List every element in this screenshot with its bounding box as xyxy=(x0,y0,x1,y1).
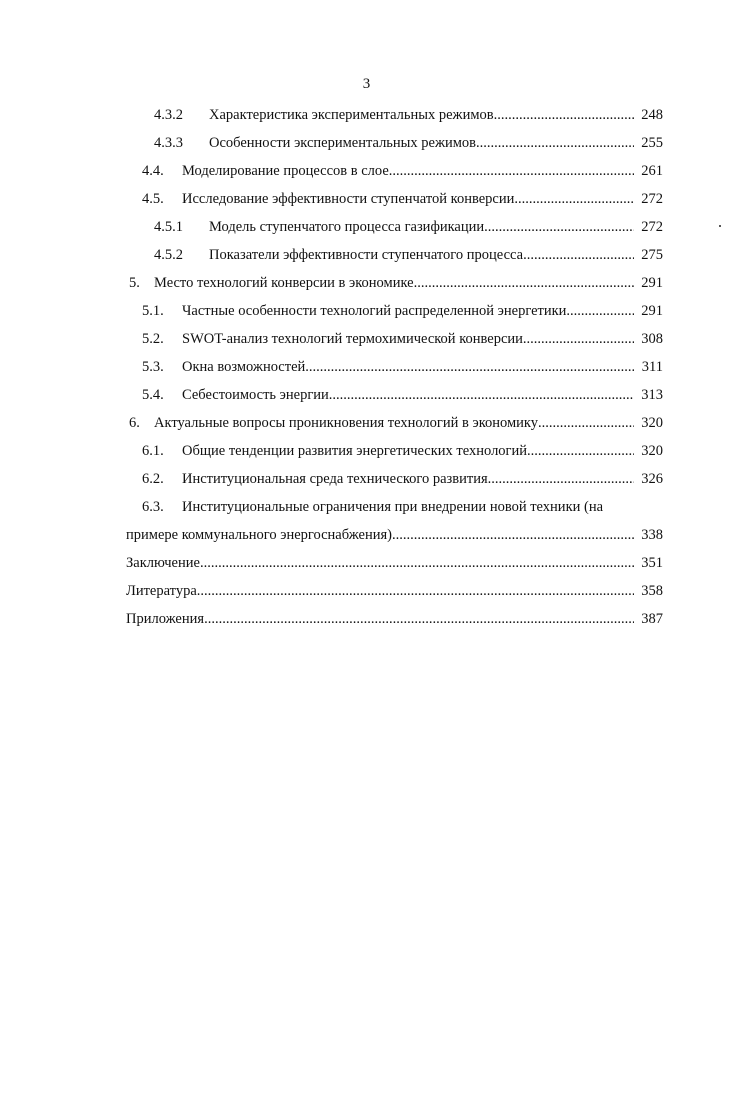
toc-entry-6-3 xyxy=(0,493,733,521)
toc-entry-number: 6. xyxy=(129,415,140,431)
toc-entry-number: 6.2. xyxy=(142,471,164,487)
toc-entry-page: 308 xyxy=(641,331,663,347)
dot-leader xyxy=(514,185,634,213)
toc-entry-title: Литература xyxy=(126,583,197,599)
toc-entry-4-5 xyxy=(0,185,733,213)
scan-speck xyxy=(719,225,721,227)
toc-entry-page: 275 xyxy=(641,247,663,263)
toc-entry-page: 320 xyxy=(641,415,663,431)
dot-leader xyxy=(204,605,634,633)
toc-entry-page: 338 xyxy=(641,527,663,543)
toc-entry-page: 248 xyxy=(641,107,663,123)
toc-entry-4-5-2 xyxy=(0,241,733,269)
dot-leader xyxy=(523,241,634,269)
toc-entry-page: 358 xyxy=(641,583,663,599)
dot-leader xyxy=(197,577,634,605)
toc-entry-title-line1: Институциональные ограничения при внедрении новой техники (на xyxy=(182,499,604,515)
toc-entry-page: 272 xyxy=(641,219,663,235)
toc-entry-4-4 xyxy=(0,157,733,185)
toc-entry-number: 5.4. xyxy=(142,387,164,403)
toc-entry-number: 5.1. xyxy=(142,303,164,319)
dot-leader xyxy=(392,521,634,549)
dot-leader xyxy=(527,437,634,465)
toc-entry-page: 261 xyxy=(641,163,663,179)
dot-leader xyxy=(389,157,634,185)
dot-leader xyxy=(566,297,634,325)
toc-entry-title: Окна возможностей xyxy=(182,359,306,375)
toc-entry-title: Заключение xyxy=(126,555,200,571)
toc-entry-title: Институциональная среда технического развития xyxy=(182,471,488,487)
dot-leader xyxy=(488,465,634,493)
toc-entry-number: 6.1. xyxy=(142,443,164,459)
dot-leader xyxy=(494,101,634,129)
toc-entry-title: Особенности экспериментальных режимов xyxy=(209,135,477,151)
toc-entry-5-4 xyxy=(0,381,733,409)
dot-leader xyxy=(200,549,634,577)
toc-entry-title: Частные особенности технологий распределенной энергетики xyxy=(182,303,567,319)
toc-entry-number: 6.3. xyxy=(142,499,164,515)
toc-entry-number: 5.2. xyxy=(142,331,164,347)
toc-entry-page: 326 xyxy=(641,471,663,487)
toc-entry-6-1 xyxy=(0,437,733,465)
toc-entry-title: Характеристика экспериментальных режимов xyxy=(209,107,494,123)
toc-entry-appendices xyxy=(0,605,733,633)
dot-leader xyxy=(484,213,634,241)
toc-entry-title: Приложения xyxy=(126,611,205,627)
dot-leader xyxy=(414,269,634,297)
toc-entry-number: 4.4. xyxy=(142,163,164,179)
toc-entry-number: 4.3.2 xyxy=(154,107,183,123)
toc-entry-number: 4.5.1 xyxy=(154,219,183,235)
toc-entry-5 xyxy=(0,269,733,297)
toc-entry-6 xyxy=(0,409,733,437)
toc-entry-5-2 xyxy=(0,325,733,353)
toc-entry-5-3 xyxy=(0,353,733,381)
toc-entry-title: Исследование эффективности ступенчатой конверсии xyxy=(182,191,515,207)
toc-entry-title: Себестоимость энергии xyxy=(182,387,329,403)
toc-entry-literature xyxy=(0,577,733,605)
toc-entry-title: Общие тенденции развития энергетических технологий xyxy=(182,443,528,459)
toc-entry-title: Показатели эффективности ступенчатого процесса xyxy=(209,247,524,263)
toc-entry-number: 4.3.3 xyxy=(154,135,183,151)
toc-entry-title: Модель ступенчатого процесса газификации xyxy=(209,219,485,235)
toc-entry-title: Моделирование процессов в слое xyxy=(182,163,389,179)
toc-entry-page: 255 xyxy=(641,135,663,151)
table-of-contents xyxy=(0,101,733,633)
toc-entry-title: Место технологий конверсии в экономике xyxy=(154,275,414,291)
toc-entry-number: 5. xyxy=(129,275,140,291)
toc-entry-page: 272 xyxy=(641,191,663,207)
toc-entry-page: 291 xyxy=(641,275,663,291)
toc-entry-page: 387 xyxy=(641,611,663,627)
dot-leader xyxy=(329,381,634,409)
toc-entry-4-5-1 xyxy=(0,213,733,241)
toc-entry-title: Актуальные вопросы проникновения технологий в экономику xyxy=(154,415,539,431)
dot-leader xyxy=(523,325,634,353)
toc-entry-page: 320 xyxy=(641,443,663,459)
toc-entry-6-2 xyxy=(0,465,733,493)
toc-entry-4-3-2 xyxy=(0,101,733,129)
toc-entry-number: 4.5. xyxy=(142,191,164,207)
toc-entry-title-line2: примере коммунального энергоснабжения) xyxy=(126,527,393,543)
toc-entry-conclusion xyxy=(0,549,733,577)
toc-entry-page: 313 xyxy=(641,387,663,403)
dot-leader xyxy=(476,129,634,157)
toc-entry-5-1 xyxy=(0,297,733,325)
toc-entry-title: SWOT-анализ технологий термохимической конверсии xyxy=(182,331,523,347)
toc-entry-4-3-3 xyxy=(0,129,733,157)
dot-leader xyxy=(305,353,634,381)
toc-entry-page: 311 xyxy=(641,359,663,375)
page-number: 3 xyxy=(362,76,371,92)
toc-entry-6-3-continuation xyxy=(0,521,733,549)
toc-entry-page: 351 xyxy=(641,555,663,571)
toc-entry-number: 4.5.2 xyxy=(154,247,183,263)
toc-entry-number: 5.3. xyxy=(142,359,164,375)
toc-entry-page: 291 xyxy=(641,303,663,319)
dot-leader xyxy=(538,409,634,437)
